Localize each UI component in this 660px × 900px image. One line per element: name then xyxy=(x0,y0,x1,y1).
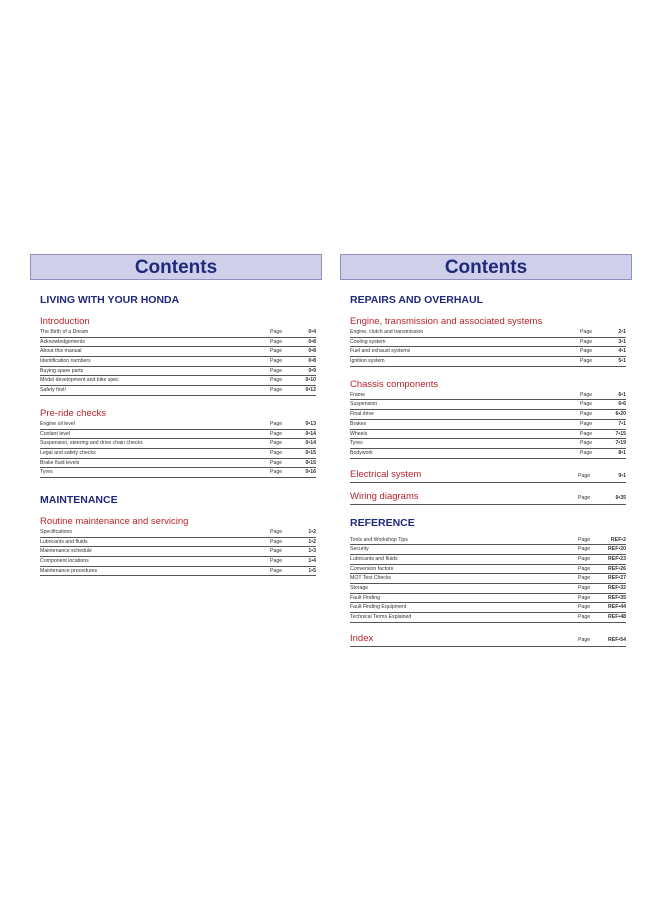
page-label: Page xyxy=(580,420,593,427)
page-label: Page xyxy=(270,449,283,456)
entry-title: The Birth of a Dream xyxy=(40,329,89,335)
entry-title: Component locations xyxy=(40,558,89,564)
page-label: Page xyxy=(270,367,283,374)
toc-entry[interactable] xyxy=(350,328,626,338)
page-number: 1•3 xyxy=(308,548,316,555)
page-number: 1•4 xyxy=(308,558,316,564)
toc-entry[interactable] xyxy=(350,357,626,367)
entry-title: Maintenance schedule xyxy=(40,548,92,555)
toc-entry[interactable] xyxy=(350,545,626,555)
contents-banner-left xyxy=(30,254,322,280)
page-label: Page xyxy=(578,575,591,582)
entry-title: Tyres xyxy=(350,440,363,447)
toc-entry[interactable] xyxy=(350,420,626,430)
entry-title: Wheels xyxy=(350,430,368,437)
page-label: Page xyxy=(578,536,591,543)
toc-entry[interactable] xyxy=(40,420,316,430)
section-title-engine: Engine, transmission and associated systems xyxy=(350,316,543,327)
page-number: 0•13 xyxy=(305,420,316,427)
page-label: Page xyxy=(578,565,591,572)
page-label: Page xyxy=(270,338,283,345)
page-number: REF•32 xyxy=(608,585,626,591)
toc-entry[interactable] xyxy=(350,430,626,440)
toc-entry[interactable] xyxy=(40,367,316,377)
toc-entry[interactable] xyxy=(350,574,626,584)
entry-title: Final drive xyxy=(350,411,374,418)
left-page xyxy=(30,254,322,576)
toc-entry[interactable] xyxy=(350,555,626,565)
page-label: Page xyxy=(580,358,593,365)
entry-title: Suspension, steering and drive chain checks xyxy=(40,440,143,447)
entry-title: Brake fluid levels xyxy=(40,459,80,466)
page-label: Page xyxy=(578,604,591,611)
entry-title: Coolant level xyxy=(40,430,70,437)
entry-title: Engine oil level xyxy=(40,420,75,427)
entry-title: Electrical system xyxy=(350,468,422,480)
entry-title: Fault Finding Equipment xyxy=(350,604,407,611)
page-number: 3•1 xyxy=(618,338,626,345)
entry-title: Index xyxy=(350,632,374,644)
entry-title: Bodywork xyxy=(350,449,373,456)
toc-entry[interactable] xyxy=(350,584,626,594)
toc-entry[interactable] xyxy=(350,400,626,410)
entry-title: Brakes xyxy=(350,420,367,427)
entry-title: Lubricants and fluids xyxy=(350,555,398,562)
entry-title: Security xyxy=(350,546,369,553)
page-label: Page xyxy=(578,636,591,643)
page-number: 7•15 xyxy=(615,430,626,437)
page-label: Page xyxy=(270,459,283,466)
page-label: Page xyxy=(580,430,593,437)
page-number: 1•5 xyxy=(308,567,316,574)
page-label: Page xyxy=(270,329,283,335)
entry-title: Lubricants and fluids xyxy=(40,538,88,545)
toc-entry[interactable] xyxy=(350,391,626,401)
page-number: 7•1 xyxy=(618,420,626,427)
page-label: Page xyxy=(578,494,591,501)
page-label: Page xyxy=(270,420,283,427)
entry-title: Identification numbers xyxy=(40,358,91,365)
page-number: 0•15 xyxy=(305,459,316,466)
page-number: REF•26 xyxy=(608,565,626,572)
toc-entry[interactable] xyxy=(40,376,316,386)
page-label: Page xyxy=(270,538,283,545)
toc-entry[interactable] xyxy=(40,357,316,367)
page-number: 0•4 xyxy=(308,329,316,335)
page-number: 8•1 xyxy=(618,449,626,456)
toc-entry[interactable] xyxy=(350,410,626,420)
page-number: 0•14 xyxy=(305,430,316,437)
page-number: 0•14 xyxy=(305,440,316,447)
page-number: REF•23 xyxy=(608,555,626,562)
page-number: 6•20 xyxy=(615,411,626,418)
toc-entry[interactable] xyxy=(40,328,316,338)
page-label: Page xyxy=(580,329,593,335)
entry-title: Fuel and exhaust systems xyxy=(350,348,411,355)
entry-title: Maintenance procedures xyxy=(40,567,98,574)
toc-entry[interactable] xyxy=(40,449,316,459)
entry-title: Acknowledgements xyxy=(40,338,85,345)
page-label: Page xyxy=(270,348,283,355)
toc-entry[interactable] xyxy=(40,528,316,538)
page-number: 5•1 xyxy=(618,358,626,365)
toc-entry[interactable] xyxy=(40,439,316,449)
entry-title: MOT Test Checks xyxy=(350,575,392,582)
toc-entry[interactable] xyxy=(40,547,316,557)
page-number: REF•44 xyxy=(608,604,626,611)
page-label: Page xyxy=(578,585,591,591)
toc-entry-index[interactable] xyxy=(350,633,626,647)
toc-entry[interactable] xyxy=(350,449,626,459)
toc-entry[interactable] xyxy=(350,603,626,613)
toc-entry[interactable] xyxy=(40,468,316,478)
page-label: Page xyxy=(270,358,283,365)
toc-entry[interactable] xyxy=(350,594,626,604)
toc-entry[interactable] xyxy=(350,613,626,623)
toc-entry-wiring[interactable] xyxy=(350,491,626,505)
banner-title: Contents xyxy=(444,257,528,278)
toc-entry[interactable] xyxy=(40,557,316,567)
page-number: REF•54 xyxy=(608,636,626,643)
page-label: Page xyxy=(580,348,593,355)
page-number: 0•8 xyxy=(308,348,316,355)
entry-title: Tyres xyxy=(40,469,53,476)
page-number: 1•2 xyxy=(308,538,316,545)
page-number: 1•2 xyxy=(308,528,316,535)
page-number: 2•1 xyxy=(618,329,626,335)
entry-title: Fault Finding xyxy=(350,594,380,601)
page-label: Page xyxy=(578,546,591,553)
page-label: Page xyxy=(580,338,593,345)
page-label: Page xyxy=(270,430,283,437)
entry-title: Ignition system xyxy=(350,358,385,365)
toc-entry[interactable] xyxy=(40,430,316,440)
section-rows-pre-ride xyxy=(40,420,316,478)
contents-banner-right xyxy=(340,254,632,280)
page-label: Page xyxy=(580,411,593,418)
entry-title: Cooling system xyxy=(350,338,386,345)
entry-title: Wiring diagrams xyxy=(350,490,419,502)
page-number: 0•12 xyxy=(305,387,316,394)
right-page xyxy=(340,254,632,647)
section-title-pre-ride: Pre-ride checks xyxy=(40,407,106,419)
page-number: REF•35 xyxy=(608,594,626,601)
page-number: 9•1 xyxy=(618,472,626,479)
toc-entry[interactable] xyxy=(350,338,626,348)
page-label: Page xyxy=(270,469,283,476)
toc-entry[interactable] xyxy=(350,439,626,449)
page-label: Page xyxy=(270,548,283,555)
toc-entry[interactable] xyxy=(40,459,316,469)
entry-title: Conversion factors xyxy=(350,565,394,572)
page-label: Page xyxy=(578,594,591,601)
page-label: Page xyxy=(580,401,593,408)
page-number: REF•20 xyxy=(608,546,626,553)
page-number: 0•15 xyxy=(305,449,316,456)
toc-entry[interactable] xyxy=(40,567,316,577)
entry-title: Specifications xyxy=(40,528,73,535)
toc-entry[interactable] xyxy=(40,338,316,348)
section-rows-engine xyxy=(350,328,626,367)
entry-title: Suspension xyxy=(350,401,378,408)
section-title-introduction: Introduction xyxy=(40,316,90,327)
section-rows-introduction xyxy=(40,328,316,396)
section-rows-routine xyxy=(40,528,316,576)
entry-title: Engine, clutch and transmission xyxy=(350,329,424,335)
toc-entry[interactable] xyxy=(40,347,316,357)
section-rows-chassis xyxy=(350,391,626,459)
part-title-living: LIVING WITH YOUR HONDA xyxy=(40,294,180,306)
page-number: 6•6 xyxy=(618,401,626,408)
page-number: 9•35 xyxy=(615,494,626,501)
page-label: Page xyxy=(270,558,283,564)
section-title-chassis: Chassis components xyxy=(350,378,439,390)
page-number: 0•16 xyxy=(305,469,316,476)
page-label: Page xyxy=(270,387,283,394)
banner-title: Contents xyxy=(134,257,218,278)
section-rows-reference xyxy=(350,536,626,623)
entry-title: Technical Terms Explained xyxy=(350,614,412,621)
toc-entry[interactable] xyxy=(350,347,626,357)
page-label: Page xyxy=(270,567,283,574)
part-title-maintenance: MAINTENANCE xyxy=(40,493,118,506)
page-number: 4•1 xyxy=(618,348,626,355)
page-label: Page xyxy=(578,472,591,479)
entry-title: Safety first! xyxy=(40,387,66,394)
part-title-repairs: REPAIRS AND OVERHAUL xyxy=(350,294,484,306)
page-label: Page xyxy=(270,440,283,447)
page-label: Page xyxy=(270,528,283,535)
page-number: 0•10 xyxy=(305,377,316,384)
page-number: REF•48 xyxy=(608,614,626,621)
page-label: Page xyxy=(578,555,591,562)
entry-title: Buying spare parts xyxy=(40,367,84,374)
toc-entry[interactable] xyxy=(350,536,626,546)
entry-title: Frame xyxy=(350,391,365,398)
toc-entry[interactable] xyxy=(40,538,316,548)
page-label: Page xyxy=(580,391,593,398)
page-label: Page xyxy=(580,440,593,447)
page-number: 6•1 xyxy=(618,391,626,398)
page-number: 0•8 xyxy=(308,358,316,365)
entry-title: Model development and bike spec xyxy=(40,377,119,384)
toc-entry[interactable] xyxy=(350,565,626,575)
page-number: 0•9 xyxy=(308,367,316,374)
page-label: Page xyxy=(270,377,283,384)
entry-title: Legal and safety checks xyxy=(40,449,96,456)
page-number: REF•27 xyxy=(608,575,626,582)
entry-title: About this manual xyxy=(40,348,82,355)
toc-entry[interactable] xyxy=(40,386,316,396)
entry-title: Tools and Workshop Tips xyxy=(350,536,408,543)
page-number: 0•8 xyxy=(308,338,316,345)
entry-title: Storage xyxy=(350,585,369,591)
page-number: 7•19 xyxy=(615,440,626,447)
page-number: REF•2 xyxy=(610,536,626,543)
section-title-routine: Routine maintenance and servicing xyxy=(40,515,189,527)
part-title-reference: REFERENCE xyxy=(350,516,415,529)
page-label: Page xyxy=(578,614,591,621)
toc-entry-electrical[interactable] xyxy=(350,469,626,483)
page-label: Page xyxy=(580,449,593,456)
